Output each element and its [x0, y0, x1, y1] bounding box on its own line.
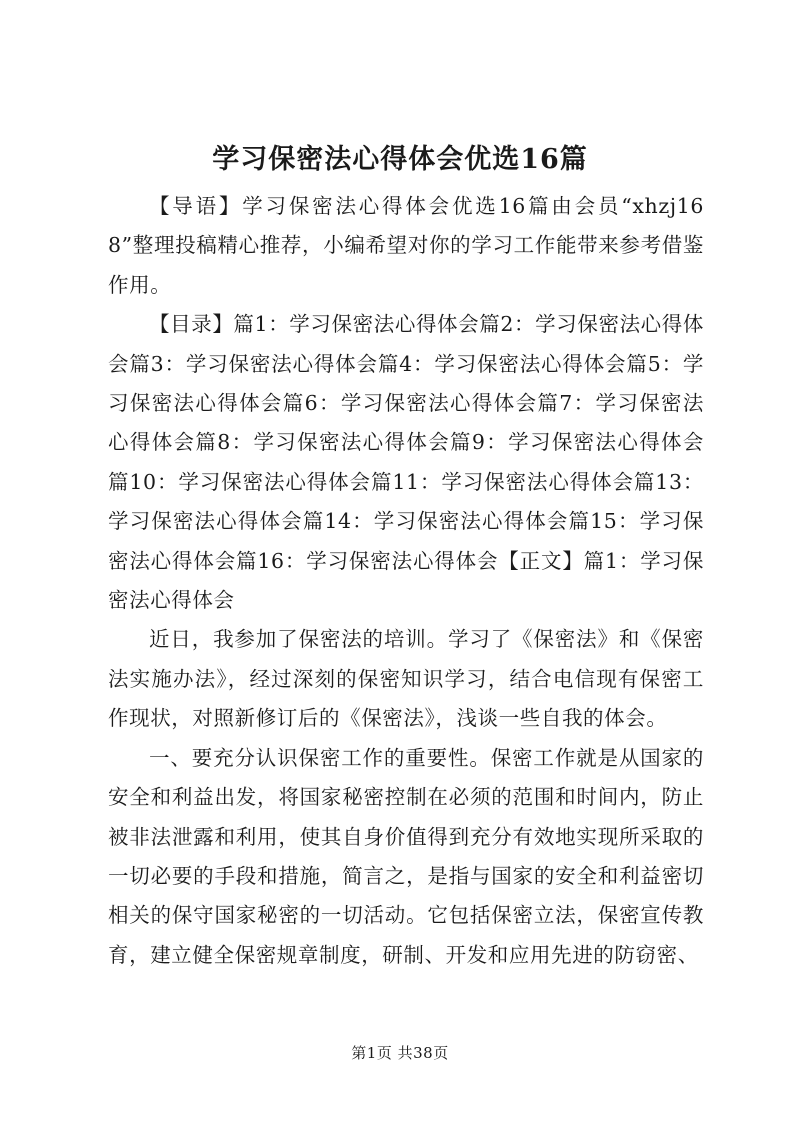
document-title: 学习保密法心得体会优选16篇 — [212, 144, 588, 175]
page-number-footer: 第1页 共38页 — [351, 1044, 449, 1062]
body-paragraph: 一、要充分认识保密工作的重要性。保密工作就是从国家的安全和利益出发，将国家秘密控制在必须的范围和时间内，防止被非法泄露和利用，使其自身价值得到充分有效地实现所采取的一切必要的手段和措施，简言之，是指与国家的安全和利益密切相关的保守国家秘密的一切活动。它包括保密立法，保密宣传教育，建立健全保密规章制度，研制、开发和应用先进的防窃密、 — [108, 745, 704, 967]
body-paragraph: 近日，我参加了保密法的培训。学习了《保密法》和《保密法实施办法》，经过深刻的保密知识学习，结合电信现有保密工作现状，对照新修订后的《保密法》，浅谈一些自我的体会。 — [108, 627, 704, 731]
intro-paragraph: 【导语】学习保密法心得体会优选16篇由会员“xhzj168”整理投稿精心推荐，小编希望对你的学习工作能带来参考借鉴作用。 — [108, 194, 704, 297]
table-of-contents-paragraph: 【目录】篇1：学习保密法心得体会篇2：学习保密法心得体会篇3：学习保密法心得体会篇4：学习保密法心得体会篇5：学习保密法心得体会篇6：学习保密法心得体会篇7：学习保密法心得体会篇8：学习保密法心得体会篇9：学习保密法心得体会篇10：学习保密法心得体会篇11：学习保密法心得体会篇13：学习保密法心得体会篇14：学习保密法心得体会篇15：学习保密法心得体会篇16：学习保密法心得体会【正文】篇1：学习保密法心得体会 — [108, 312, 704, 613]
document-body — [108, 187, 704, 975]
